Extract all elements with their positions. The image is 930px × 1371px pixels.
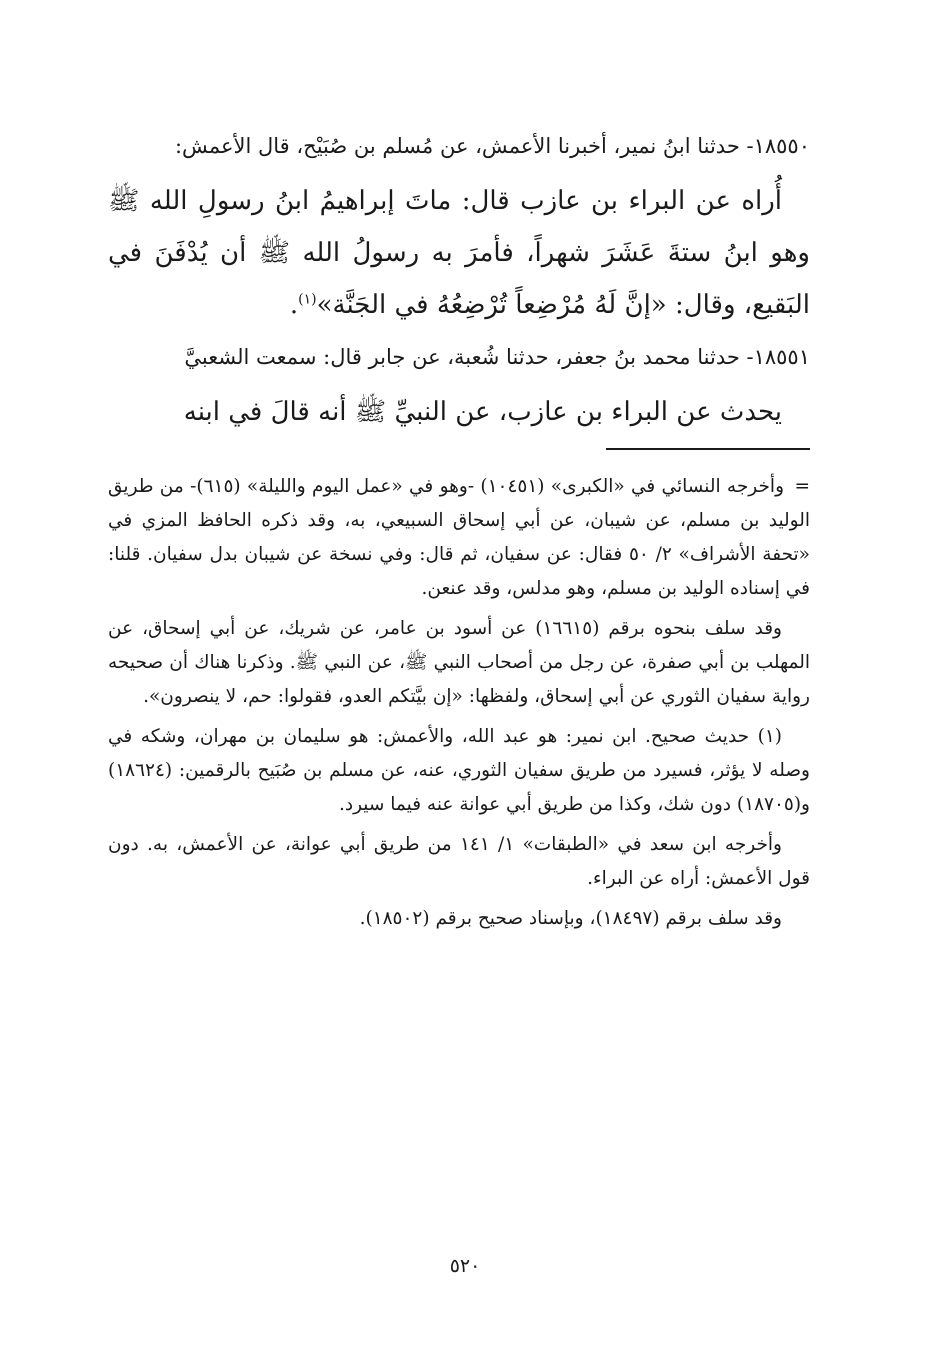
footnotes: [108, 470, 810, 936]
hadith-1850-body: أُراه عن البراء بن عازب قال: ماتَ إبراهيمُ ابنُ رسولِ الله ﷺ وهو ابنُ ستةَ عَشَرَ شهراً، فأمرَ به رسولُ الله ﷺ أن يُدْفَنَ في البَقيع، وقال: «إنَّ لَهُ مُرْضِعاً تُرْضِعُهُ في الجَنَّة»$^{(١)}$.: [108, 186, 810, 320]
footnote-text: وأخرجه ابن سعد في «الطبقات» ١/ ١٤١ من طريق أبي عوانة، عن الأعمش، به. دون قول الأعمش: أراه عن البراء.: [108, 834, 810, 889]
footnote-paragraph: [108, 612, 810, 714]
footnote-paragraph: [108, 470, 810, 606]
footnote-ref[interactable]: (١): [298, 291, 317, 308]
hadith-1851-body: [108, 386, 810, 438]
hadith-1851-body-text: يحدث عن البراء بن عازب، عن النبيِّ ﷺ أنه قالَ في ابنه: [183, 397, 782, 427]
hadith-1851-intro: [108, 339, 810, 376]
continuation-mark: =: [794, 476, 810, 497]
page-content: [108, 128, 810, 942]
footnote-text: وقد سلف بنحوه برقم (١٦٦١٥) عن أسود بن عامر، عن شريك، عن أبي إسحاق، عن المهلب بن أبي صفرة، عن رجل من أصحاب النبي ﷺ، عن النبي ﷺ. وذكرنا هناك أن صحيحه رواية سفيان الثوري عن أبي إسحاق، ولفظها: «إن بيَّتكم العدو، فقولوا: حم، لا ينصرون».: [108, 618, 810, 707]
hadith-1851-intro-text: ١٨٥٥١- حدثنا محمد بنُ جعفر، حدثنا شُعبة، عن جابر قال: سمعت الشعبيَّ: [184, 345, 810, 369]
footnote-text: وأخرجه النسائي في «الكبرى» (١٠٤٥١) -وهو في «عمل اليوم والليلة» (٦١٥)- من طريق الوليد بن مسلم، عن شيبان، عن أبي إسحاق السبيعي، به، وقد ذكره الحافظ المزي في «تحفة الأشراف» ٢/ ٥٠ فقال: عن سفيان، ثم قال: وفي نسخة عن شيبان بدل سفيان. قلنا: في إسناده الوليد بن مسلم، وهو مدلس، وقد عنعن.: [108, 476, 810, 599]
footnote-paragraph: [108, 720, 810, 822]
footnote-paragraph: [108, 828, 810, 896]
hadith-1850-intro-text: ١٨٥٥٠- حدثنا ابنُ نمير، أخبرنا الأعمش، عن مُسلم بن صُبَيْح، قال الأعمش:: [174, 134, 810, 158]
footnote-text: (١) حديث صحيح. ابن نمير: هو عبد الله، والأعمش: هو سليمان بن مهران، وشكه في وصله لا يؤثر، فسيرد من طريق سفيان الثوري، عنه، عن مسلم بن صُبَيح بالرقمين: (١٨٦٢٤) و(١٨٧٠٥) دون شك، وكذا من طريق أبي عوانة عنه فيما سيرد.: [108, 726, 810, 815]
hadith-1850-intro: [108, 128, 810, 165]
footnote-separator: [606, 448, 810, 450]
hadith-1850-body-text: أُراه عن البراء بن عازب قال: ماتَ إبراهيمُ ابنُ رسولِ الله ﷺ وهو ابنُ ستةَ عَشَرَ شهراً، فأمرَ به رسولُ الله ﷺ أن يُدْفَنَ في البَقيع، وقال: «إنَّ لَهُ مُرْضِعاً تُرْضِعُهُ في الجَنَّة»: [108, 186, 810, 320]
page-number: ٥٢٠: [449, 1255, 481, 1277]
footnote-text: وقد سلف برقم (١٨٤٩٧)، وبإسناد صحيح برقم (١٨٥٠٢).: [359, 908, 782, 929]
footnote-paragraph: [108, 902, 810, 936]
